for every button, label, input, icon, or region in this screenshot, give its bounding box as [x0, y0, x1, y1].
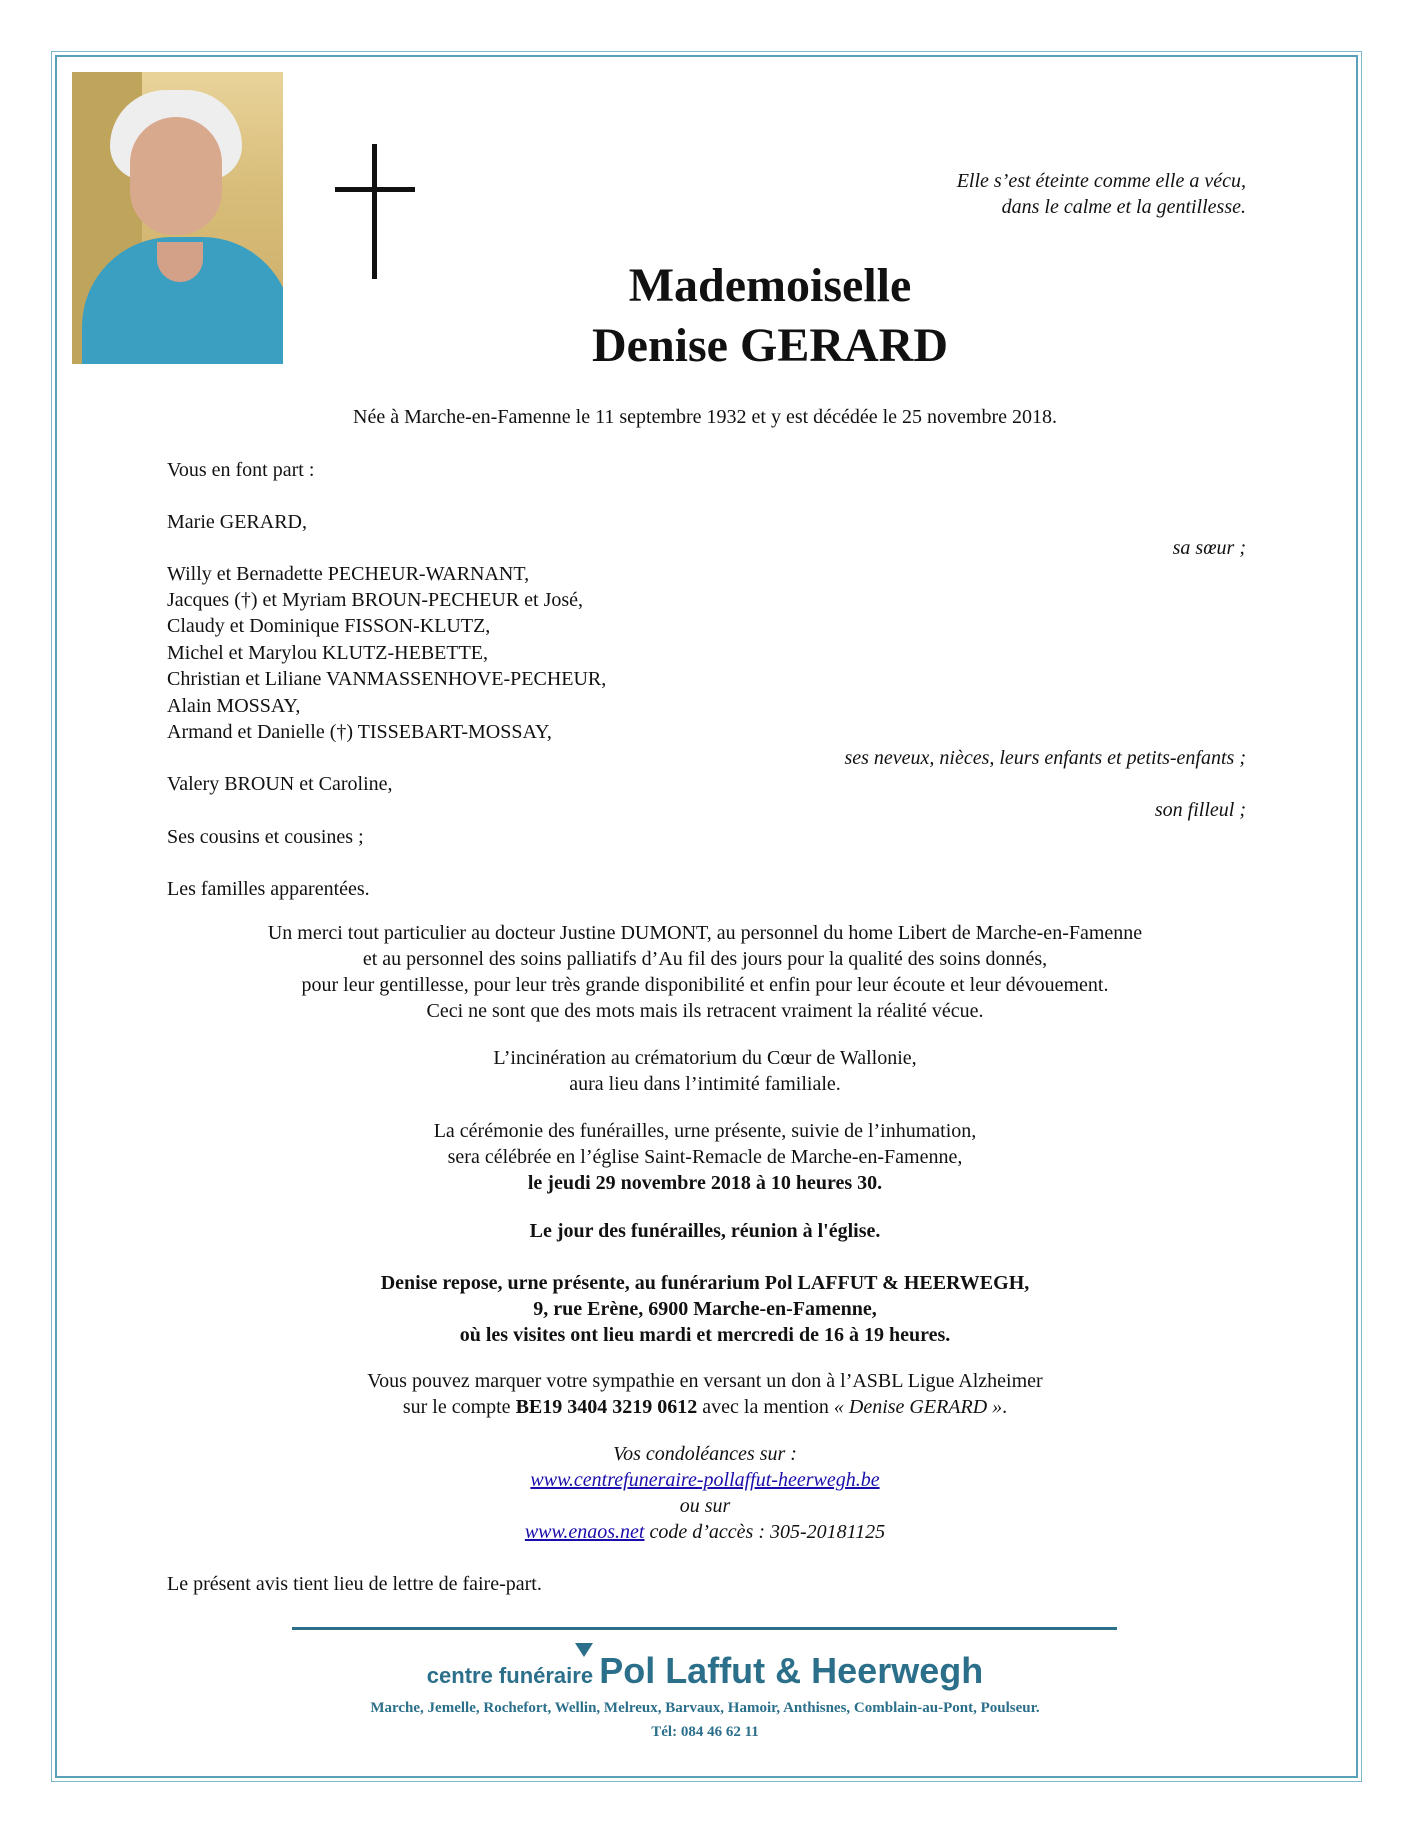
thanks-line: Un merci tout particulier au docteur Justine DUMONT, au personnel du home Libert de Marche-en-Famenne: [267, 922, 1143, 944]
donation-suffix: .: [1002, 1396, 1008, 1418]
announce-line: Vous en font part :: [167, 459, 315, 481]
family-member: Alain MOSSAY,: [167, 695, 301, 717]
relation-label: ses neveux, nièces, leurs enfants et petits-enfants ;: [844, 747, 1246, 769]
condolences-link-2[interactable]: www.enaos.net: [524, 1521, 645, 1543]
family-member: Claudy et Dominique FISSON-KLUTZ,: [167, 615, 491, 637]
epitaph-line: Elle s’est éteinte comme elle a vécu,: [956, 170, 1246, 192]
thanks-line: pour leur gentillesse, pour leur très grande disponibilité et enfin pour leur écoute et leur dévouement.: [301, 974, 1109, 996]
condolences-block: [160, 1441, 1250, 1545]
donation-middle: avec la mention: [697, 1396, 834, 1418]
donation-paragraph: [160, 1368, 1250, 1420]
family-member: Christian et Liliane VANMASSENHOVE-PECHEUR,: [167, 668, 607, 690]
brand-small: centre funéraire: [426, 1663, 600, 1688]
incineration-paragraph: [160, 1045, 1250, 1097]
family-member: Jacques (†) et Myriam BROUN-PECHEUR et José,: [167, 589, 584, 611]
relation-label: son filleul ;: [1154, 799, 1246, 821]
footer-rule: [292, 1627, 1117, 1630]
family-member: Ses cousins et cousines ;: [167, 826, 364, 848]
title-name: Denise GERARD: [592, 319, 948, 372]
donation-line: Vous pouvez marquer votre sympathie en versant un don à l’ASBL Ligue Alzheimer: [367, 1370, 1043, 1392]
footer-tel: Tél: 084 46 62 11: [651, 1724, 759, 1740]
condolences-label: Vos condoléances sur :: [613, 1443, 797, 1465]
family-member: Armand et Danielle (†) TISSEBART-MOSSAY,: [167, 721, 552, 743]
cross-icon: [335, 144, 415, 279]
closing-line: Le présent avis tient lieu de lettre de faire-part.: [167, 1573, 542, 1595]
family-member: Michel et Marylou KLUTZ-HEBETTE,: [167, 642, 489, 664]
funerarium-line: 9, rue Erène, 6900 Marche-en-Famenne,: [533, 1298, 877, 1320]
condolences-or: ou sur: [679, 1495, 731, 1517]
incineration-line: aura lieu dans l’intimité familiale.: [569, 1073, 841, 1095]
thanks-line: Ceci ne sont que des mots mais ils retracent vraiment la réalité vécue.: [426, 1000, 984, 1022]
epitaph-line: dans le calme et la gentillesse.: [1001, 196, 1246, 218]
footer-places: Marche, Jemelle, Rochefort, Wellin, Melreux, Barvaux, Hamoir, Anthisnes, Comblain-au-Pont, Poulseur.: [370, 1700, 1040, 1716]
ceremony-paragraph: [160, 1118, 1250, 1196]
family-member: Valery BROUN et Caroline,: [167, 773, 393, 795]
epitaph: [957, 168, 1246, 220]
donation-mention: « Denise GERARD »: [833, 1396, 1003, 1418]
funerarium-paragraph: [160, 1270, 1250, 1348]
funerarium-line: où les visites ont lieu mardi et mercredi de 16 à 19 heures.: [459, 1324, 951, 1346]
thanks-paragraph: [160, 920, 1250, 1024]
relation-label: sa sœur ;: [1172, 537, 1246, 559]
access-code: code d’accès : 305-20181125: [644, 1521, 886, 1543]
bank-account: BE19 3404 3219 0612: [515, 1396, 698, 1418]
family-member: Willy et Bernadette PECHEUR-WARNANT,: [167, 563, 530, 585]
condolences-link-1[interactable]: www.centrefuneraire-pollaffut-heerwegh.be: [530, 1469, 880, 1491]
ceremony-date: le jeudi 29 novembre 2018 à 10 heures 30.: [527, 1172, 883, 1194]
incineration-line: L’incinération au crématorium du Cœur de Wallonie,: [493, 1047, 917, 1069]
brand-big: Pol Laffut & Heerwegh: [599, 1650, 984, 1691]
portrait-photo: [72, 72, 283, 364]
footer-logo: [290, 1650, 1120, 1692]
meeting-line: Le jour des funérailles, réunion à l'église.: [529, 1220, 881, 1242]
ceremony-line: sera célébrée en l’église Saint-Remacle de Marche-en-Famenne,: [447, 1146, 963, 1168]
title-honorific: Mademoiselle: [628, 259, 912, 312]
birth-death-line: Née à Marche-en-Famenne le 11 septembre 1932 et y est décédée le 25 novembre 2018.: [353, 406, 1057, 428]
donation-prefix: sur le compte: [402, 1396, 516, 1418]
family-member: Les familles apparentées.: [167, 878, 370, 900]
ceremony-line: La cérémonie des funérailles, urne présente, suivie de l’inhumation,: [433, 1120, 977, 1142]
funerarium-line: Denise repose, urne présente, au funérarium Pol LAFFUT & HEERWEGH,: [380, 1272, 1030, 1294]
family-member: Marie GERARD,: [167, 511, 307, 533]
donation-line: [160, 1394, 1250, 1420]
thanks-line: et au personnel des soins palliatifs d’Au fil des jours pour la qualité des soins donnés,: [362, 948, 1048, 970]
